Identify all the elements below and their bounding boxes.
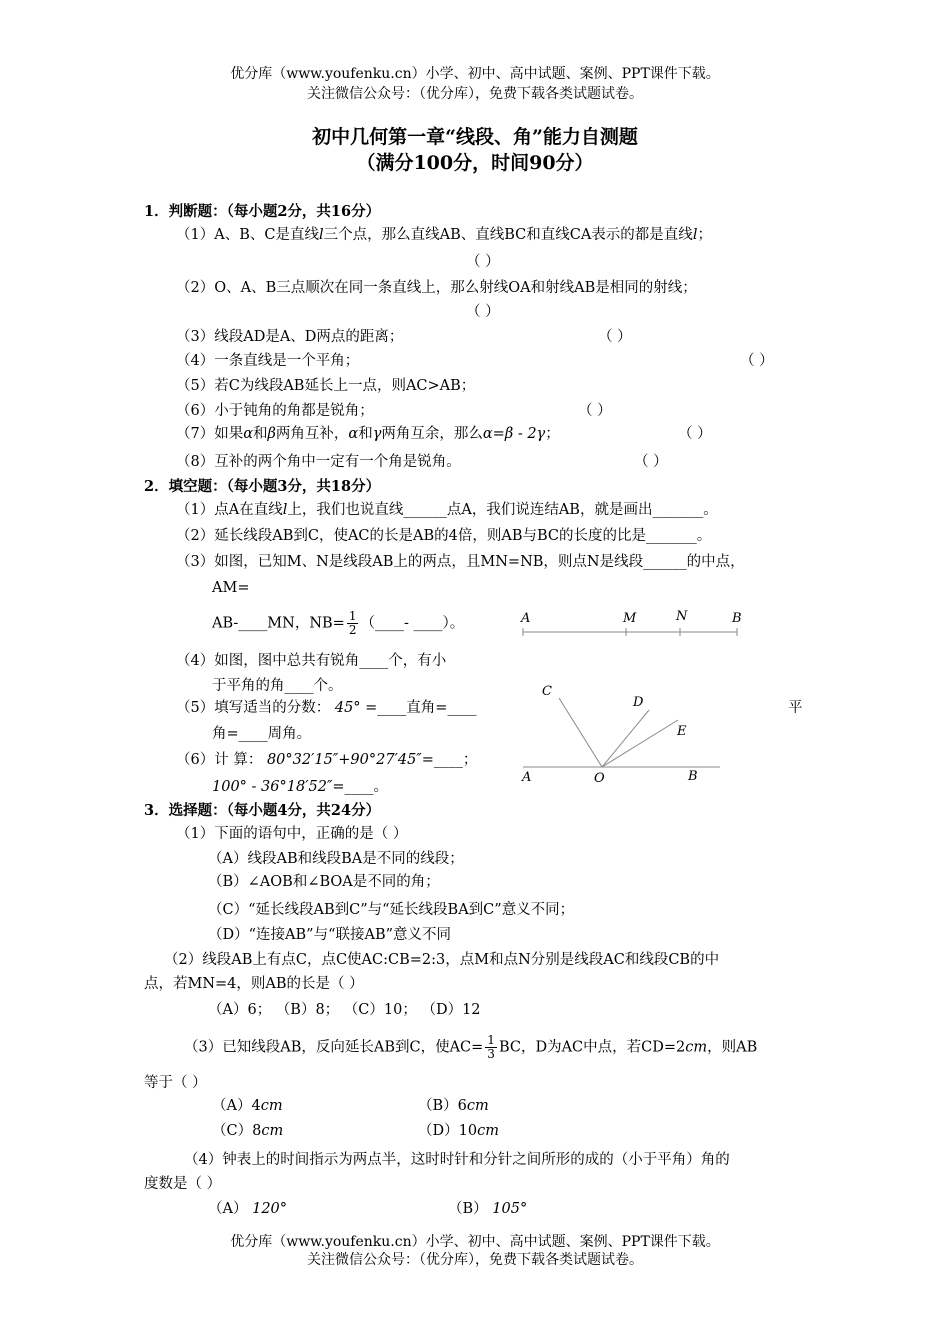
s3-q3-option-d: （D）10cm (418, 1123, 499, 1139)
header-line-1: 优分库（www.youfenku.cn）小学、初中、高中试题、案例、PPT课件下载。 (230, 66, 720, 82)
s3-q2-line2: 点，若MN=4，则AB的长是（ ） (144, 976, 364, 992)
label-m: M (623, 611, 637, 626)
s1-q6-answer-blank[interactable]: （ ） (578, 403, 612, 419)
s3-q3-line1: （3）已知线段AB，反向延长AB到C，使AC= $\frac{1}{3}$ BC，D为AC中点，若CD=2cm，则AB (184, 1033, 758, 1061)
ray-oc (559, 698, 602, 767)
s2-q5-line2: 角=____周角。 (212, 726, 312, 742)
angle-figure (515, 680, 725, 790)
s1-q7-answer-blank[interactable]: （ ） (678, 426, 712, 442)
s3-q4-line2: 度数是（ ） (144, 1176, 222, 1192)
s3-q4-line1: （4）钟表上的时间指示为两点半，这时时针和分针之间所形的成的（小于平角）角的 (184, 1152, 730, 1168)
section-1-heading: 1．判断题：（每小题2分，共16分） (144, 203, 381, 220)
page-title: 初中几何第一章“线段、角”能力自测题 (312, 126, 638, 148)
label-e: E (677, 724, 687, 739)
s1-q3: （3）线段AD是A、D两点的距离； (176, 329, 404, 345)
s1-q3-answer-blank[interactable]: （ ） (598, 329, 632, 345)
fraction-one-half: $\frac{1}{2}$ (348, 609, 357, 637)
label-b: B (688, 769, 698, 784)
s1-q1: （1）A、B、C是直线l三个点，那么直线AB、直线BC和直线CA表示的都是直线l； (176, 227, 712, 243)
ray-oe (602, 720, 678, 767)
s1-q2: （2）O、A、B三点顺次在同一条直线上，那么射线OA和射线AB是相同的射线； (176, 280, 697, 296)
s1-q4: （4）一条直线是一个平角； (176, 353, 360, 369)
s2-q5-ping: 平 (788, 700, 803, 716)
s3-q3-line2: 等于（ ） (144, 1075, 207, 1091)
label-c: C (542, 684, 552, 699)
s2-q5-line1: （5）填写适当的分数： 45° =____直角=____ (176, 700, 477, 716)
s1-q7: （7）如果α和β两角互补，α和γ两角互余，那么α=β - 2γ； (176, 426, 560, 442)
s3-q1-option-b: （B）∠AOB和∠BOA是不同的角； (208, 874, 440, 890)
section-2-heading: 2．填空题：（每小题3分，共18分） (144, 478, 381, 495)
s2-q3-line1: （3）如图，已知M、N是线段AB上的两点，且MN=NB，则点N是线段______的中点， (176, 554, 745, 570)
s3-q2-options: （A）6； （B）8； （C）10； （D）12 (208, 1002, 481, 1018)
s1-q5: （5）若C为线段AB延长上一点，则AC>AB； (176, 378, 476, 394)
s1-q8-answer-blank[interactable]: （ ） (634, 454, 668, 470)
label-a: A (522, 770, 532, 785)
s3-q4-option-b: （B） 105° (448, 1201, 528, 1217)
footer-line-2: 关注微信公众号：（优分库），免费下载各类试题试卷。 (307, 1252, 643, 1268)
s3-q3-option-a: （A）4cm (212, 1098, 283, 1114)
ray-od (602, 710, 649, 767)
footer-line-1: 优分库（www.youfenku.cn）小学、初中、高中试题、案例、PPT课件下载。 (230, 1234, 720, 1250)
s3-q2-line1: （2）线段AB上有点C，点C使AC:CB=2:3，点M和点N分别是线段AC和线段CB的中 (164, 952, 720, 968)
s2-q6-line1: （6）计 算： 80°32′15″+90°27′45″=____； (176, 752, 478, 768)
s2-q3-line2: AM= (212, 580, 250, 596)
s2-q3-line3: AB-____MN，NB= $\frac{1}{2}$ （____- ____）。 (212, 609, 465, 637)
s3-q3-option-b: （B）6cm (418, 1098, 489, 1114)
label-n: N (676, 609, 688, 624)
s1-q6: （6）小于钝角的角都是锐角； (176, 403, 374, 419)
section-3-heading: 3．选择题：（每小题4分，共24分） (144, 802, 381, 819)
s3-q4-option-a: （A） 120° (208, 1201, 288, 1217)
s2-q2: （2）延长线段AB到C，使AC的长是AB的4倍，则AB与BC的长度的比是_______。 (176, 528, 712, 544)
s1-q2-answer-blank[interactable]: （ ） (466, 304, 500, 320)
s3-q1-option-a: （A）线段AB和线段BA是不同的线段； (208, 851, 464, 867)
page-subtitle: （满分100分，时间90分） (356, 152, 594, 174)
s1-q4-answer-blank[interactable]: （ ） (740, 353, 774, 369)
s1-q1-answer-blank[interactable]: （ ） (466, 254, 500, 270)
s3-q1: （1）下面的语句中，正确的是（ ） (176, 826, 408, 842)
label-a: A (521, 611, 531, 626)
s2-q6-line2: 100° - 36°18′52″=____。 (212, 779, 389, 795)
header-line-2: 关注微信公众号：（优分库），免费下载各类试题试卷。 (307, 86, 643, 102)
label-b: B (732, 611, 742, 626)
label-o: O (594, 771, 605, 786)
s3-q3-option-c: （C）8cm (212, 1123, 284, 1139)
segment-figure (515, 604, 745, 640)
s2-q1: （1）点A在直线l上，我们也说直线______点A，我们说连结AB，就是画出_______。 (176, 502, 718, 518)
s3-q1-option-c: （C）“延长线段AB到C”与“延长线段BA到C”意义不同； (208, 902, 575, 918)
label-d: D (633, 695, 644, 710)
s2-q4-line1: （4）如图，图中总共有锐角____个，有小 (176, 653, 447, 669)
s2-q4-line2: 于平角的角____个。 (212, 678, 343, 694)
s1-q8: （8）互补的两个角中一定有一个角是锐角。 (176, 454, 461, 470)
s3-q1-option-d: （D）“连接AB”与“联接AB”意义不同 (208, 927, 452, 943)
fraction-one-third: $\frac{1}{3}$ (487, 1033, 495, 1061)
